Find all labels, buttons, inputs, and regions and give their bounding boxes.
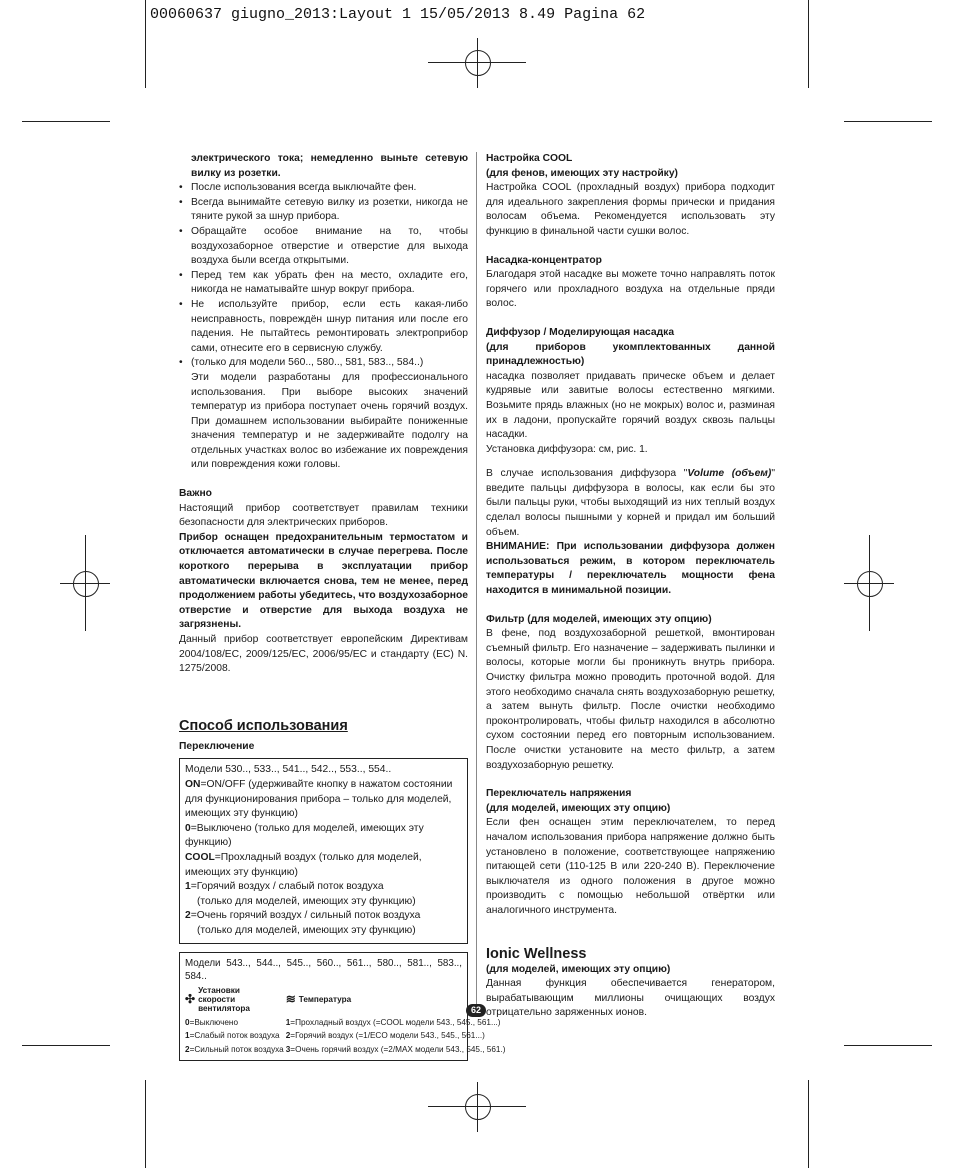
registration-mark-circle — [465, 1094, 491, 1120]
table-row — [185, 1043, 507, 1057]
table-header-row — [185, 984, 507, 1016]
voltage-text: Если фен оснащен этим переключателем, то перед началом использования прибора напряжение должно быть установлено в положение, соответствующее напряжению питающей сети (110-125 В или 220-240 В). Переключение выключателя из одного положения в другое можно производить с помощью небольшой отвёртки или аналогичного инструмента. — [486, 817, 775, 916]
box-note: (только для моделей, имеющих эту функцию) — [197, 924, 416, 936]
filter-title: Фильтр (для моделей, имеющих эту опцию) — [486, 613, 712, 625]
temperature-header: ≋ Температура — [285, 991, 352, 1006]
switch-box-basic — [179, 758, 468, 943]
list-item: • Не используйте прибор, если есть какая-либо неисправность, повреждён шнур питания или после его падения. Не пытайтесь ремонтировать электроприбор сами, отнесите его в сервисную службу. — [179, 298, 468, 356]
thermostat-note: Прибор оснащен предохранительным термостатом и отключается автоматически в случае перегрева. После короткого перерыва в эксплуатации прибор автоматически включается снова, тем не менее, перед продолжением работы убедитесь, что воздухозаборное отверстие и отверстие для выхода воздуха не загрязнены. — [179, 531, 469, 631]
filter-text: В фене, под воздухозаборной решеткой, вмонтирован съемный фильтр. Его назначение – задерживать пылинки и волосы, которые могли бы проникнуть внутрь прибора. Очистку фильтра можно проводить проточной водой. Для этого необходимо сначала снять воздухозаборную решетку, а затем вынуть фильтр. После очистки необходимо проконтролировать, чтобы фильтр находился в абсолютно сухом состоянии перед его повторным использованием. После очистки установите на место фильтр, а затем воздухозаборную решетку. — [486, 628, 775, 771]
important-title: Важно — [179, 488, 212, 500]
ionic-subtitle: (для моделей, имеющих эту опцию) — [486, 963, 671, 975]
switch-title: Переключение — [179, 740, 255, 752]
diffuser-title: Диффузор / Моделирующая насадка — [486, 326, 675, 338]
diffuser-text: насадка позволяет придавать прическе объем и делает кудрявые или завитые волосы естественно мягкими. Возьмите прядь влажных (но не мокрых) волос и, разминая их в ладони, пропускайте горячий воздух сквозь пальцы насадки. — [486, 370, 775, 441]
table-cell: 1=Слабый поток воздуха — [185, 1031, 280, 1041]
diffuser-warning: ВНИМАНИЕ: При использовании диффузора должен использоваться режим, в котором переключатель температуры / переключатель мощности фена находится в минимальной позиции. — [486, 541, 775, 597]
box-line: 0=Выключено (только для моделей, имеющих эту функцию) — [185, 822, 424, 849]
voltage-subtitle: (для моделей, имеющих эту опцию) — [486, 802, 671, 814]
right-column — [486, 152, 775, 1021]
cool-title: Настройка COOL — [486, 153, 573, 164]
diffuser-use: В случае использования диффузора "Volume (объем)" введите пальцы диффузора в волосы, как если бы это были пальцы руки, чтобы выходящий из них теплый воздух сделал волосы пышными у корней и придал им больший объем. — [486, 468, 775, 538]
crop-mark — [844, 1045, 932, 1046]
fan-speed-header: ✣Установки скорости вентилятора — [185, 985, 250, 1013]
table-cell: 1=Прохладный воздух (=COOL модели 543., 545., 561...) — [285, 1017, 501, 1027]
box-line: 2=Очень горячий воздух / сильный поток воздуха — [185, 910, 421, 922]
box-models: Модели 543.., 544.., 545.., 560.., 561.., 580.., 581.., 583.., 584.. — [185, 957, 462, 983]
print-slug: 00060637 giugno_2013:Layout 1 15/05/2013 8.49 Pagina 62 — [150, 6, 646, 23]
table-row — [185, 1016, 507, 1030]
page-number: 62 — [466, 1004, 486, 1017]
list-item: • Всегда вынимайте сетевую вилку из розетки, никогда не тяните рукой за шнур прибора. — [179, 196, 468, 225]
table-row — [185, 1029, 507, 1043]
registration-mark-circle — [857, 571, 883, 597]
concentrator-title: Насадка-концентратор — [486, 254, 602, 266]
table-cell: 2=Сильный поток воздуха — [185, 1044, 284, 1054]
pro-note: Эти модели разработаны для профессионального использования. При выборе высоких значений температур из прибора поступает очень горячий воздух. При домашнем использовании выбирайте пониженные значения температур и не задерживайте подолгу на отдельных участках волос во избежание их повреждения или повреждения кожи головы. — [191, 371, 468, 471]
cool-subtitle: (для фенов, имеющих эту настройку) — [486, 167, 678, 179]
registration-mark-circle — [73, 571, 99, 597]
list-item: • Перед тем как убрать фен на место, охладите его, никогда не наматывайте шнур вокруг прибора. — [179, 269, 468, 298]
safety-intro: электрического тока; немедленно выньте сетевую вилку из розетки. — [191, 153, 468, 179]
column-divider — [476, 152, 477, 1004]
important-text: Настоящий прибор соответствует правилам техники безопасности для электрических приборов. — [179, 502, 468, 529]
diffuser-install: Установка диффузора: см, рис. 1. — [486, 443, 648, 455]
table-cell: 0=Выключено — [185, 1017, 238, 1027]
usage-title: Способ использования — [179, 717, 348, 734]
box-note: (только для моделей, имеющих эту функцию) — [197, 895, 416, 907]
crop-mark — [145, 0, 146, 88]
table-cell: 3=Очень горячий воздух (=2/MAX модели 543., 545., 561.) — [285, 1044, 506, 1054]
cool-text: Настройка COOL (прохладный воздух) прибора подходит для идеального закрепления формы прически и придания волосам объема. Рекомендуется использовать эту функцию в финальной части сушки волос. — [486, 182, 775, 237]
list-item: • Обращайте особое внимание на то, чтобы воздухозаборное отверстие и отверстие для выхода воздуха были всегда открытыми. — [179, 225, 468, 269]
settings-table — [185, 984, 507, 1057]
crop-mark — [22, 121, 110, 122]
box-line: 1=Горячий воздух / слабый поток воздуха — [185, 881, 384, 893]
list-item: • (только для модели 560.., 580.., 581, 583.., 584..) — [179, 356, 468, 371]
crop-mark — [808, 1080, 809, 1168]
list-item: • После использования всегда выключайте фен. — [179, 181, 468, 196]
ionic-title: Ionic Wellness — [486, 945, 587, 962]
heat-wave-icon: ≋ — [285, 991, 296, 1006]
crop-mark — [808, 0, 809, 88]
box-models: Модели 530.., 533.., 541.., 542.., 553.., 554.. — [185, 764, 392, 776]
ionic-text: Данная функция обеспечивается генератором, вырабатывающим миллионы очищающих воздух отрицательно заряженных ионов. — [486, 978, 775, 1019]
safety-list — [179, 181, 468, 371]
box-line: COOL=Прохладный воздух (только для моделей, имеющих эту функцию) — [185, 851, 422, 878]
table-cell: 2=Горячий воздух (=1/ECO модели 543., 545., 561...) — [285, 1031, 485, 1041]
fan-icon: ✣ — [185, 991, 196, 1006]
crop-mark — [145, 1080, 146, 1168]
concentrator-text: Благодаря этой насадке вы можете точно направлять поток горячего или прохладного воздуха на отдельные пряди волос. — [486, 269, 775, 310]
voltage-title: Переключатель напряжения — [486, 788, 632, 800]
crop-mark — [844, 121, 932, 122]
crop-mark — [22, 1045, 110, 1046]
registration-mark-circle — [465, 50, 491, 76]
directives-text: Данный прибор соответствует европейским Директивам 2004/108/EC, 2009/125/EC, 2006/95/EC и стандарту (EC) N. 1275/2008. — [179, 634, 468, 675]
box-line: ON=ON/OFF (удерживайте кнопку в нажатом состоянии для функционирования прибора – только для моделей, имеющих эту функцию) — [185, 778, 453, 820]
diffuser-subtitle: (для приборов укомплектованных данной принадлежностью) — [486, 341, 775, 368]
